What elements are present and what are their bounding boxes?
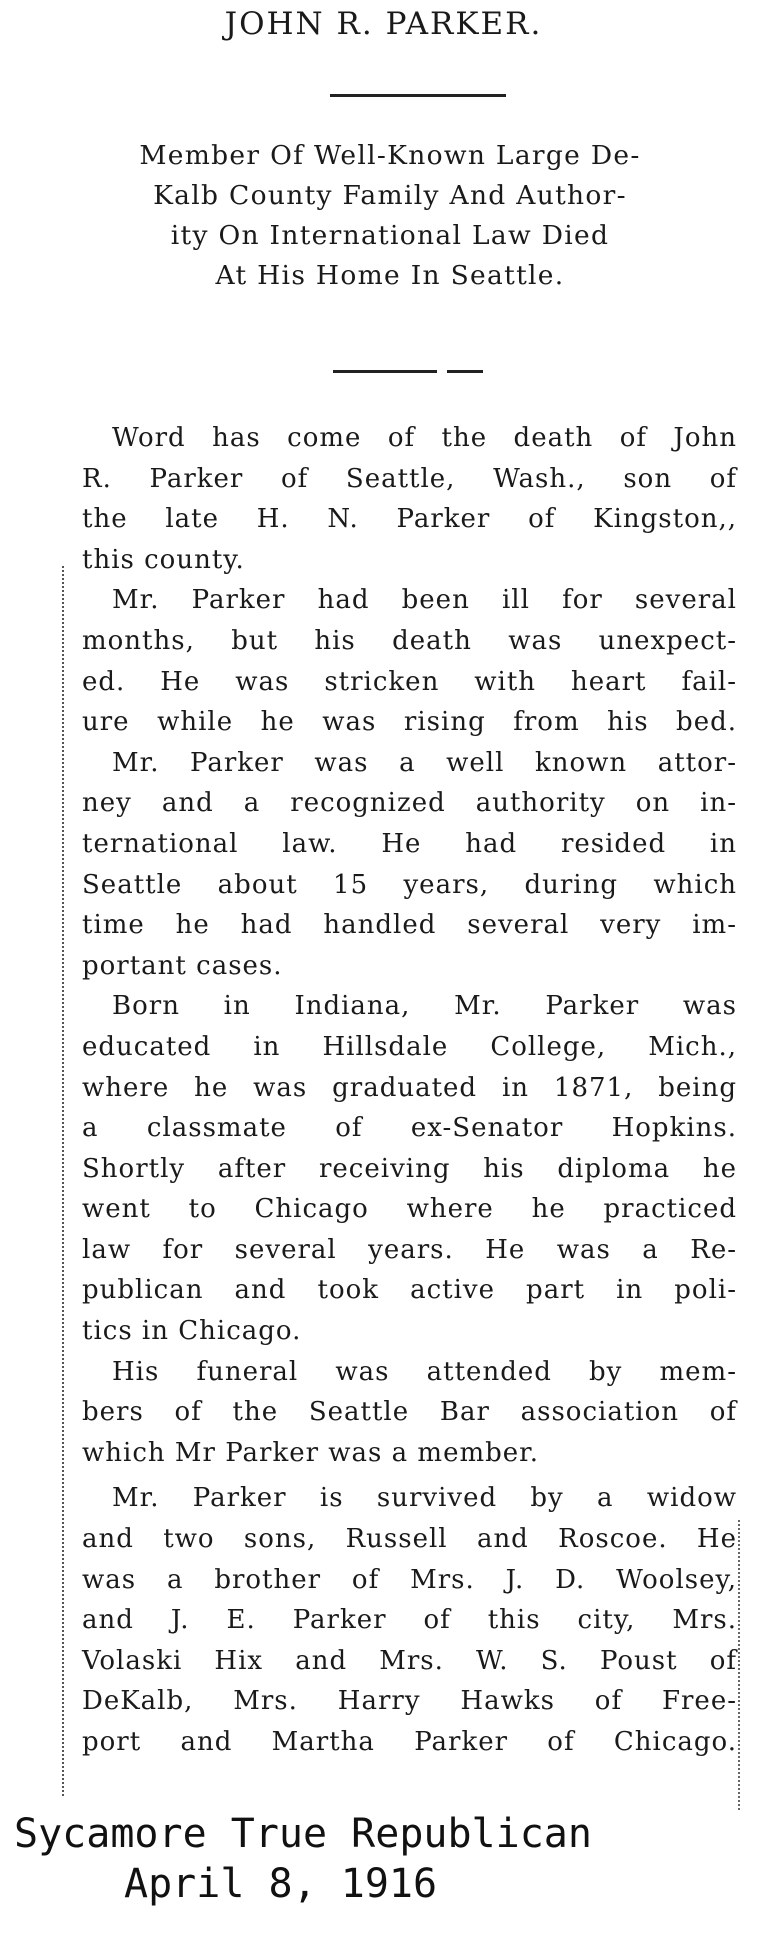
article-line: ternational law. He had resided in <box>82 828 737 859</box>
subheadline-rule <box>447 370 483 373</box>
article-line: Mr. Parker had been ill for several <box>112 585 737 616</box>
subheadline-line: ity On International Law Died <box>170 220 610 251</box>
article-line: where he was graduated in 1871, being <box>82 1072 737 1103</box>
article-line: His funeral was attended by mem- <box>112 1356 737 1387</box>
article-line: Mr. Parker is survived by a widow <box>112 1483 737 1514</box>
article-line: tics in Chicago. <box>82 1316 302 1347</box>
article-line: ed. He was stricken with heart fail- <box>82 666 737 697</box>
article-line: the late H. N. Parker of Kingston,, <box>82 504 737 535</box>
article-line: Mr. Parker was a well known attor- <box>112 747 737 778</box>
article-line: Volaski Hix and Mrs. W. S. Poust of <box>82 1645 737 1676</box>
article-line: time he had handled several very im- <box>82 910 737 941</box>
article-line: bers of the Seattle Bar association of <box>82 1397 737 1428</box>
article-line: Born in Indiana, Mr. Parker was <box>112 991 737 1022</box>
article-line: Shortly after receiving his diploma he <box>82 1153 737 1184</box>
article-line: months, but his death was unexpect- <box>82 625 737 656</box>
article-body <box>82 418 737 1763</box>
article-line: Word has come of the death of John <box>112 423 737 453</box>
article-line: this county. <box>82 544 245 575</box>
column-margin-line <box>62 566 64 1796</box>
article-line: law for several years. He was a Re- <box>82 1234 737 1265</box>
headline-rule <box>330 94 506 97</box>
subheadline-line: Member Of Well-Known Large De- <box>139 140 641 171</box>
article-line: Seattle about 15 years, during which <box>82 869 737 900</box>
article-headline: JOHN R. PARKER. <box>224 6 543 42</box>
subheadline-line: At His Home In Seattle. <box>215 260 565 291</box>
article-line: which Mr Parker was a member. <box>82 1437 539 1468</box>
article-line: and J. E. Parker of this city, Mrs. <box>82 1605 737 1636</box>
article-line: educated in Hillsdale College, Mich., <box>82 1031 737 1062</box>
article-line: R. Parker of Seattle, Wash., son of <box>82 463 737 494</box>
publication-name: Sycamore True Republican <box>14 1811 592 1857</box>
column-margin-line <box>738 1520 740 1810</box>
article-line: DeKalb, Mrs. Harry Hawks of Free- <box>82 1686 737 1717</box>
article-line: publican and took active part in poli- <box>82 1275 737 1306</box>
article-line: portant cases. <box>82 950 283 981</box>
article-line: was a brother of Mrs. J. D. Woolsey, <box>82 1564 737 1595</box>
source-citation <box>0 1810 767 1910</box>
article-line: port and Martha Parker of Chicago. <box>82 1727 737 1757</box>
publication-date: April 8, 1916 <box>124 1861 438 1907</box>
article-line: and two sons, Russell and Roscoe. He <box>82 1524 737 1555</box>
article-line: ure while he was rising from his bed. <box>82 707 737 738</box>
subheadline-rule <box>333 370 437 373</box>
article-line: went to Chicago where he practiced <box>82 1194 737 1225</box>
article-line: a classmate of ex-Senator Hopkins. <box>82 1113 737 1144</box>
subheadline-line: Kalb County Family And Author- <box>153 180 627 211</box>
article-subheadline <box>40 136 740 296</box>
article-line: ney and a recognized authority on in- <box>82 788 737 819</box>
